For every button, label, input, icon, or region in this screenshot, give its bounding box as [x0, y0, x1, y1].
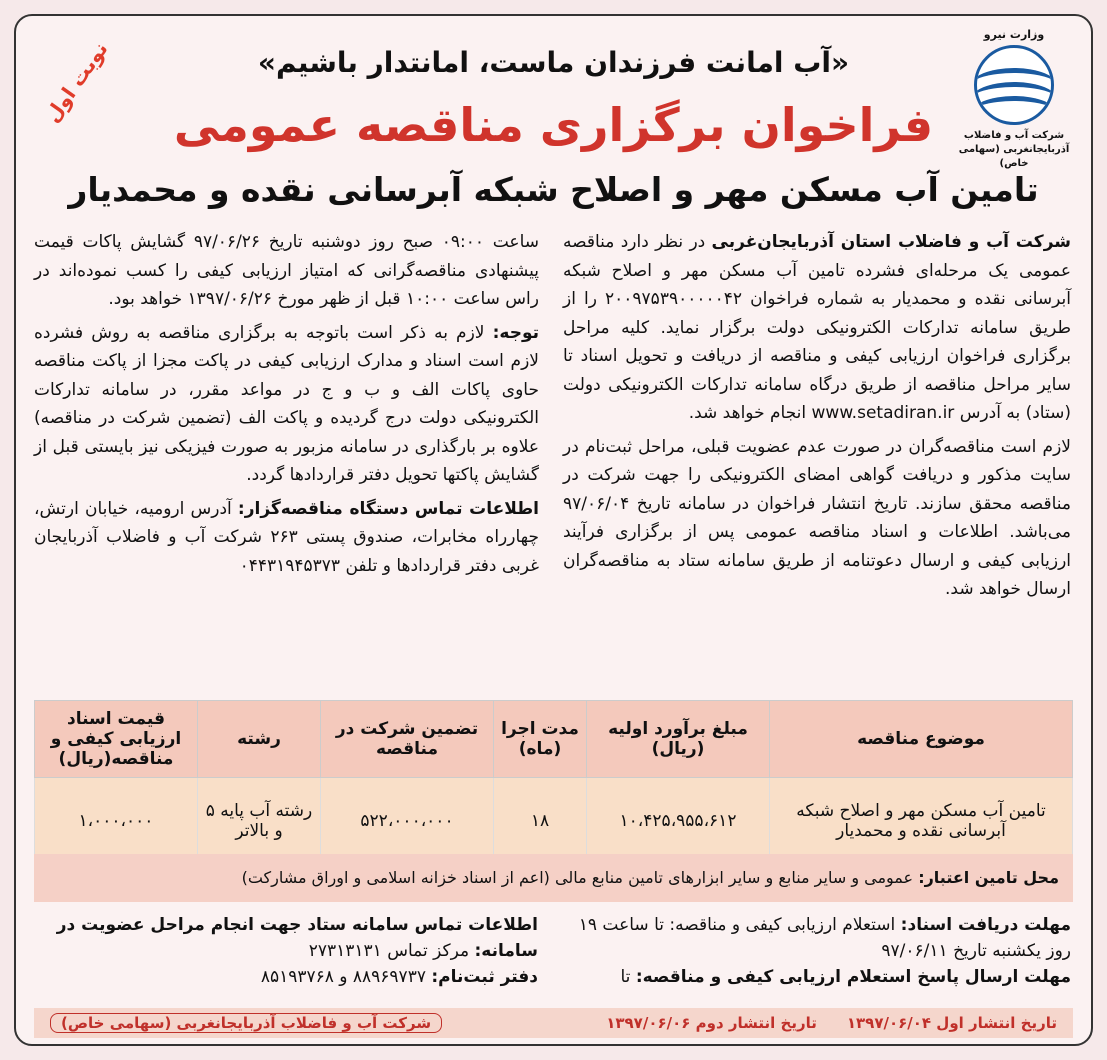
- cell-field: رشته آب پایه ۵ و بالاتر: [198, 778, 321, 865]
- setad-contact-label: اطلاعات تماس سامانه ستاد جهت انجام مراحل عضویت در سامانه:: [56, 915, 538, 961]
- water-company-logo: [949, 28, 1079, 171]
- registration-paragraph: لازم است مناقصه‌گران در صورت عدم عضویت قبلی، مراحل ثبت‌نام در سایت مذکور و دریافت گواهی امضای الکترونیکی را جهت شرکت در مناقصه محقق سازند. تاریخ انتشار فراخوان در سامانه تاریخ ۹۷/۰۶/۰۴ می‌باشد. اطلاعات و اسناد مناقصه عمومی پس از برگزاری فرآیند ارزیابی کیفی و ارسال دعوتنامه از طریق سامانه ستاد به مناقصه‌گران ارسال خواهد شد.: [563, 436, 1071, 599]
- header-guarantee: تضمین شرکت در مناقصه: [321, 701, 494, 778]
- setad-contact: [38, 912, 538, 964]
- tender-table: [34, 700, 1073, 865]
- funding-label: محل تامین اعتبار:: [918, 868, 1059, 887]
- header-document-price: قیمت اسناد ارزیابی کیفی و مناقصه(ریال): [35, 701, 198, 778]
- deadline-receive: [571, 912, 1071, 964]
- registration-office: [38, 964, 538, 990]
- left-column: [34, 228, 539, 585]
- deadlines-block: [571, 912, 1071, 990]
- cell-subject: تامین آب مسکن مهر و اصلاح شبکه آبرسانی نقده و محمدیار: [770, 778, 1073, 865]
- publication-bar: [34, 1008, 1073, 1038]
- registration-office-text: ۸۸۹۶۹۷۳۷ و ۸۵۱۹۳۷۶۸: [260, 967, 432, 987]
- registration-office-label: دفتر ثبت‌نام:: [431, 967, 538, 987]
- intro-paragraph: [563, 228, 1071, 428]
- header-field: رشته: [198, 701, 321, 778]
- contact-text: آدرس ارومیه، خیابان ارتش، چهارراه مخابرات، صندوق پستی ۲۶۳ شرکت آب و فاضلاب آذربایجان غربی دفتر قراردادها و تلفن ۰۴۴۳۱۹۴۵۳۷۳: [34, 498, 539, 576]
- contact-label: اطلاعات تماس دستگاه مناقصه‌گزار:: [237, 498, 539, 519]
- logo-company-line1: شرکت آب و فاضلاب: [963, 130, 1065, 141]
- company-lead: شرکت آب و فاضلاب استان آذربایجان‌غربی: [711, 232, 1071, 252]
- deadline-send-text: تا: [620, 967, 636, 987]
- notice-subtitle: تامین آب مسکن مهر و اصلاح شبکه آبرسانی نقده و محمدیار: [68, 170, 1039, 209]
- ministry-label: وزارت نیرو: [983, 28, 1045, 41]
- publication-dates: [606, 1014, 1057, 1032]
- cell-document-price: ۱،۰۰۰،۰۰۰: [35, 778, 198, 865]
- logo-company-line2: آذربایجانغربی (سهامی خاص): [958, 144, 1070, 169]
- cell-duration: ۱۸: [494, 778, 587, 865]
- header-subject: موضوع مناقصه: [770, 701, 1073, 778]
- cell-estimate: ۱۰،۴۲۵،۹۵۵،۶۱۲: [587, 778, 770, 865]
- note-text: لازم به ذکر است باتوجه به برگزاری مناقصه به روش فشرده لازم است اسناد و مدارک ارزیابی کیفی در پاکت مجزا از پاکت مناقصه حاوی پاکات الف و ب و ج در مواعد مقرر، در سامانه تدارکات الکترونیکی دولت درج گردیده و پاکت الف (تضمین شرکت در مناقصه) علاوه بر بارگذاری در سامانه مزبور به صورت فیزیکی نیز بایستی قبل از گشایش پاکتها تحویل دفتر قراردادها گردد.: [34, 322, 539, 485]
- deadline-receive-label: مهلت دریافت اسناد:: [900, 915, 1071, 935]
- deadline-send: [571, 964, 1071, 990]
- table-header-row: [35, 701, 1073, 778]
- right-column: [563, 228, 1071, 609]
- intro-text: در نظر دارد مناقصه عمومی یک مرحله‌ای فشرده تامین آب مسکن مهر و اصلاح شبکه آبرسانی نقده و محمدیار به شماره فراخوان ۲۰۰۹۷۵۳۹۰۰۰۰۰۴۲ را از طریق سامانه تدارکات الکترونیکی دولت برگزار نماید. کلیه مراحل برگزاری فراخوان ارزیابی کیفی و مناقصه از دریافت و تحویل اسناد تا سایر مراحل مناقصه از طریق درگاه سامانه تدارکات الکترونیکی دولت (ستاد) به آدرس www.setadiran.ir انجام خواهد شد.: [563, 232, 1071, 423]
- first-publication-badge: نوبت اول: [39, 37, 113, 127]
- logo-waves-icon: [974, 45, 1054, 125]
- notice-title: فراخوان برگزاری مناقصه عمومی: [173, 98, 934, 152]
- first-publication-date: تاریخ انتشار اول ۱۳۹۷/۰۶/۰۴: [846, 1014, 1057, 1032]
- cell-guarantee: ۵۲۲،۰۰۰،۰۰۰: [321, 778, 494, 865]
- setad-contact-text: مرکز تماس ۲۷۳۱۳۱۳۱: [308, 941, 475, 961]
- second-publication-date: تاریخ انتشار دوم ۱۳۹۷/۰۶/۰۶: [606, 1014, 817, 1032]
- opening-paragraph: ساعت ۰۹:۰۰ صبح روز دوشنبه تاریخ ۹۷/۰۶/۲۶ گشایش پاکات قیمت پیشنهادی مناقصه‌گرانی که امتیاز ارزیابی کیفی را کسب نموده‌اند در راس ساعت ۱۰:۰۰ قبل از ظهر مورخ ۱۳۹۷/۰۶/۲۶ خواهد بود.: [34, 232, 539, 309]
- deadline-send-label: مهلت ارسال پاسخ استعلام ارزیابی کیفی و مناقصه:: [635, 967, 1071, 987]
- funding-bar: [34, 854, 1073, 902]
- issuer-company-name: شرکت آب و فاضلاب آذربایجانغربی (سهامی خاص): [50, 1013, 442, 1033]
- setad-contact-block: [38, 912, 538, 990]
- deadline-receive-text: استعلام ارزیابی کیفی و مناقصه: تا ساعت ۱۹ روز یکشنبه تاریخ ۹۷/۰۶/۱۱: [578, 915, 1071, 961]
- slogan: «آب امانت فرزندان ماست، امانتدار باشیم»: [257, 46, 850, 79]
- header-estimate: مبلغ برآورد اولیه (ریال): [587, 701, 770, 778]
- table-row: [35, 778, 1073, 865]
- note-paragraph: [34, 319, 539, 490]
- contact-paragraph: [34, 495, 539, 581]
- header-duration: مدت اجرا (ماه): [494, 701, 587, 778]
- funding-text: عمومی و سایر منابع و سایر ابزارهای تامین منابع مالی (اعم از اسناد خزانه اسلامی و اوراق مشارکت): [241, 868, 919, 887]
- note-label: توجه:: [492, 322, 539, 343]
